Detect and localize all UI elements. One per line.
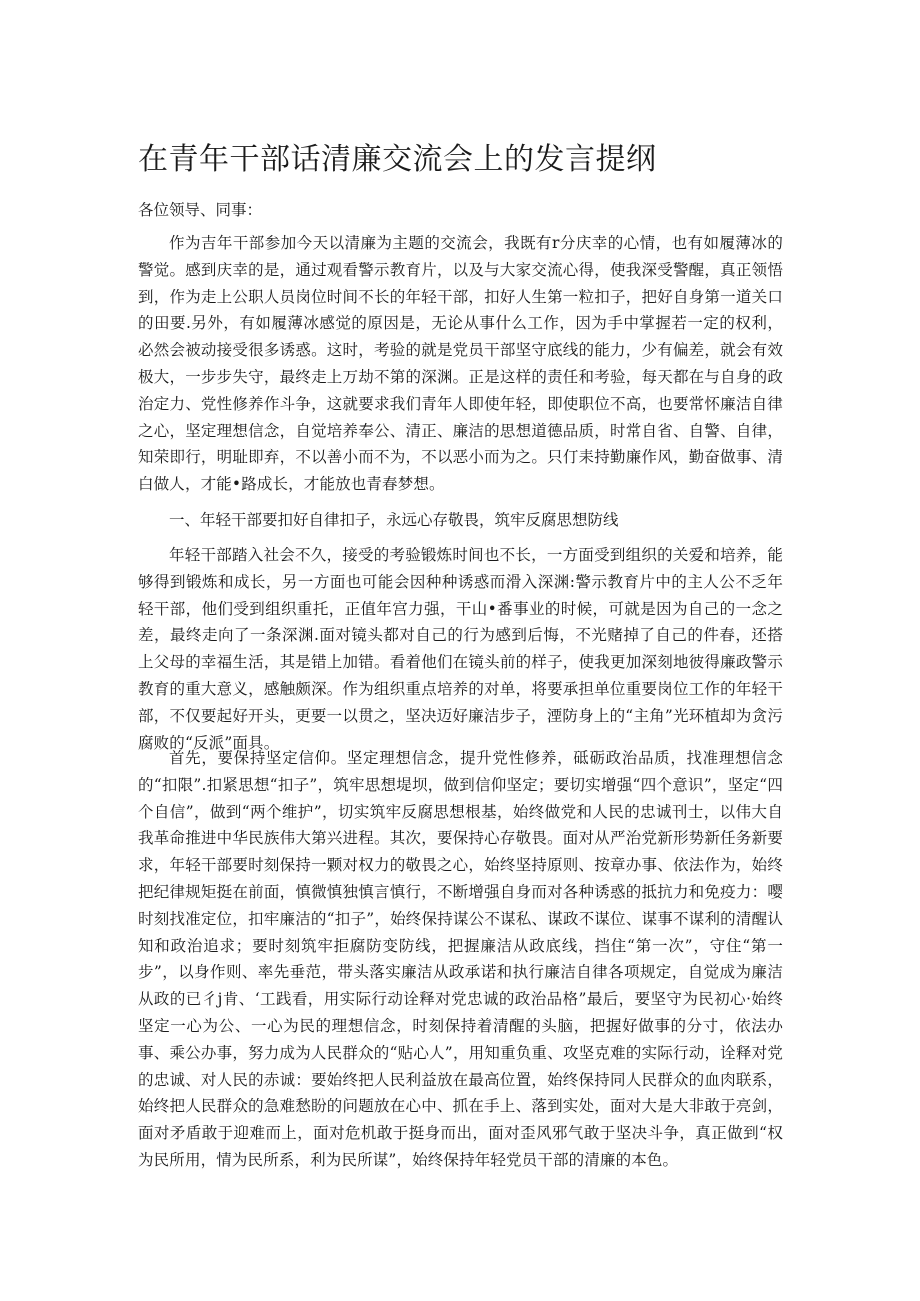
section-one-body-paragraph: 年轻干部踏入社会不久，接受的考验锻炼时间也不长，一方面受到组织的关爱和培养，能够得到锻炼和成长，另一方面也可能会因种种诱惑而滑入深渊:警示教育片中的主人公不乏年轻干部，他们受到组织重托，正值年宫力强，干山•番事业的时候，可就是因为自己的一念之差，最终走向了一条深渊.面对镜头都对自己的行为感到后悔，不光赌掉了自己的件春，还搭上父母的幸福生活，其是错上加错。看着他们在镜头前的样子，使我更加深刻地彼得廉政警示教育的重大意义，感触颇深。作为组织重点培养的对单，将要承担单位重要岗位工作的年轻干部，不仅要起好开头，更要一以贯之，坚决迈好廉洁步子，湮防身上的“主角”光环植却为贪污腐败的“反派”面具。 — [138, 546, 783, 752]
greeting: 各位领导、同事： — [138, 201, 263, 219]
intro-paragraph: 作为吉年干部参加今天以清廉为主题的交流会，我既有r分庆幸的心情，也有如履薄冰的警觉。感到庆幸的是，通过观看警示教育片，以及与大家交流心得，使我深受警醒，真正领悟到，作为走上公职人员岗位时间不长的年轻干部，扣好人生第一粒扣子，把好自身第一道关口的田要.另外，有如履薄冰感觉的原因是，无论从事什么工作，因为手中掌握若一定的权利，必然会被动接受很多诱惑。这时，考验的就是党员干部坚守底线的能力，少有偏差，就会有效极大，一步步失守，最终走上万劫不第的深渊。正是这样的责任和考验，每天都在与自身的政治定力、党性修养作斗争，这就要求我们青年人即使年轻，即使职位不高，也要常怀廉洁自律之心，坚定理想信念，自觉培养奉公、清正、廉洁的思想道德品质，时常自省、自警、自律，知荣即行，明耻即弃，不以善小而不为，不以恶小而为之。只仃耒持勤廉作风，勤奋做事、清白做人，才能•路成长，才能放也青春梦想。 — [138, 234, 783, 494]
section-one-detail-paragraph: 首先，要保持坚定信仰。坚定理想信念，提升党性修养，砥砺政治品质，找准理想信念的“扣限”.扣紧思想“扣子”，筑牢思想堤坝，做到信仰坚定；要切实增强“四个意识”，坚定“四个自信”，做到“两个维护”，切实筑牢反腐思想根基，始终做党和人民的忠诚刊士，以伟大自我革命推进中华民族伟大第兴进程。其次，要保持心存敬畏。面对从严治党新形势新任务新要求，年轻干部要时刻保持一颗对权力的敬畏之心，始终坚持原则、按章办事、依法作为，始终把纪律规矩挺在前面，慎微慎独慎言慎行，不断增强自身而对各种诱惑的抵抗力和免疫力：嘤时刻找准定位，扣牢廉洁的“扣子”，始终保持谋公不谋私、谋政不谋位、谋事不谋利的清醒认知和政治追求；要时刻筑牢拒腐防变防线，把握廉洁从政底线，挡住“第一次”，守住“第一步”，以身作则、率先垂范，带头落实廉洁从政承诺和执行廉洁自律各项规定，自觉成为廉洁从政的已彳j肯、‘工践看，用实际行动诠释对党忠诚的政治品格”最后，要坚守为民初心·始终坚定一心为公、一心为民的理想信念，时刻保持着清醒的头脑，把握好做事的分寸，依法办事、乘公办事，努力成为人民群众的“贴心人”，用知重负重、攻坚克难的实际行动，诠释对党的忠诚、对人民的赤诚：要始终把人民利益放在最高位置，始终保持同人民群众的血肉联系，始终把人民群众的急难愁盼的问题放在心中、抓在手上、落到实处，面对大是大非敢于亮剑，面对矛盾敢于迎难而上，面对危机敢于挺身而出，面对歪风邪气敢于坚决斗争，真正做到“权为民所用，情为民所系，利为民所谋”，始终保持年轻党员干部的清廉的本色。 — [138, 749, 783, 1169]
section-one-heading: 一、年轻干部要扣好自律扣子，永远心存敬畏，筑牢反腐思想防线 — [169, 511, 619, 529]
document-title: 在青年干部话清廉交流会上的发言提纲 — [138, 142, 657, 177]
